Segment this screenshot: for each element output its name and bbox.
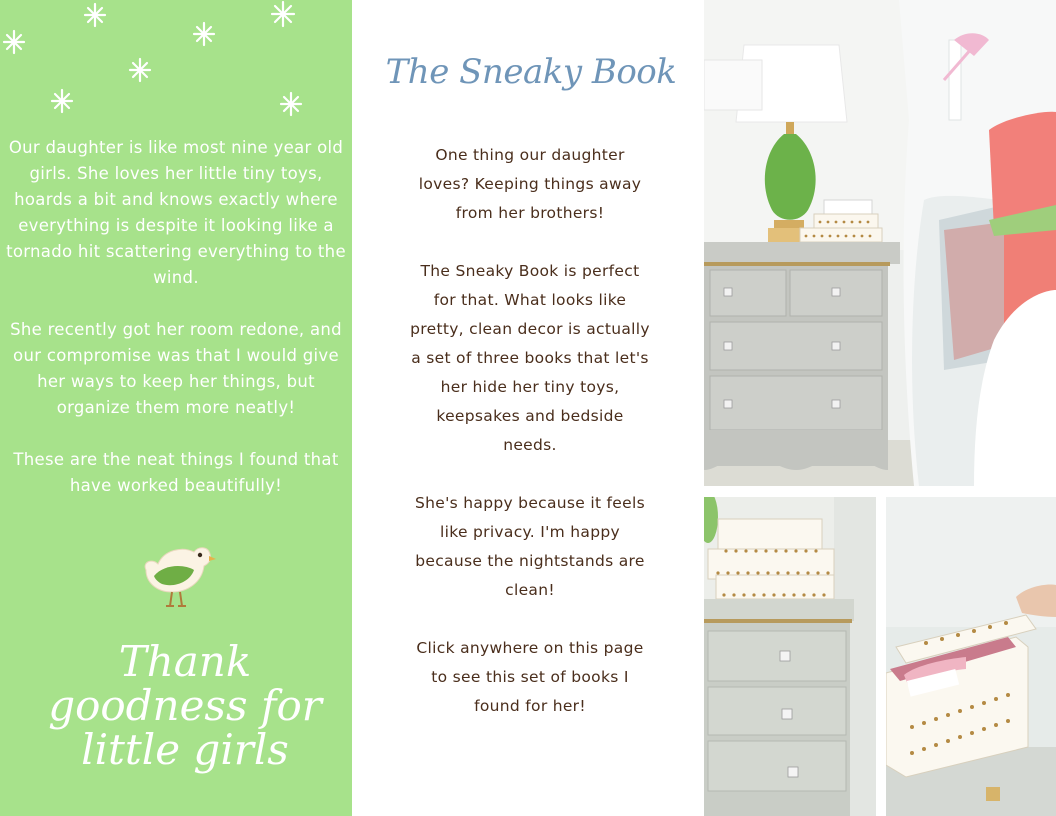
left-intro-text [6,135,346,525]
nightstand-with-lamp-photo[interactable] [704,0,1056,486]
middle-panel[interactable] [352,0,704,816]
sparkle-star-icon [52,90,72,112]
sparkle-star-icon [194,23,214,45]
script-heading [40,637,330,774]
sparkle-star-icon [281,93,301,115]
middle-paragraph: She's happy because it feels like privacy. I'm happy because the nightstands are clean! [415,494,645,599]
page-title: The Sneaky Book [385,52,677,92]
sparkle-star-icons [0,0,352,130]
left-paragraph: Our daughter is like most nine year old girls. She loves her little tiny toys, hoards a bit and knows exactly where everything is despite it looking like a tornado hit scattering everything to the wind. [6,138,346,287]
sparkle-star-icon [272,2,294,26]
script-heading-line: goodness for [48,681,322,730]
script-heading-line: Thank [118,637,252,686]
bird-icon [138,538,218,610]
left-paragraph: These are the neat things I found that have worked beautifully! [13,450,339,495]
sparkle-star-icon [85,4,105,26]
open-book-box-photo[interactable] [886,497,1056,816]
middle-body-text [410,141,650,750]
sparkle-star-icon [130,59,150,81]
middle-paragraph: One thing our daughter loves? Keeping things away from her brothers! [418,146,642,222]
script-heading-line: little girls [81,725,289,774]
middle-paragraph: Click anywhere on this page to see this set of books I found for her! [416,639,644,715]
sparkle-star-icon [4,31,24,53]
nightstand-with-books-photo[interactable] [704,497,876,816]
middle-paragraph: The Sneaky Book is perfect for that. What looks like pretty, clean decor is actually a set of three books that let's her hide her tiny toys, keepsakes and bedside needs. [410,262,650,454]
left-paragraph: She recently got her room redone, and our compromise was that I would give her ways to keep her things, but organize them more neatly! [10,320,342,417]
left-panel [0,0,352,816]
